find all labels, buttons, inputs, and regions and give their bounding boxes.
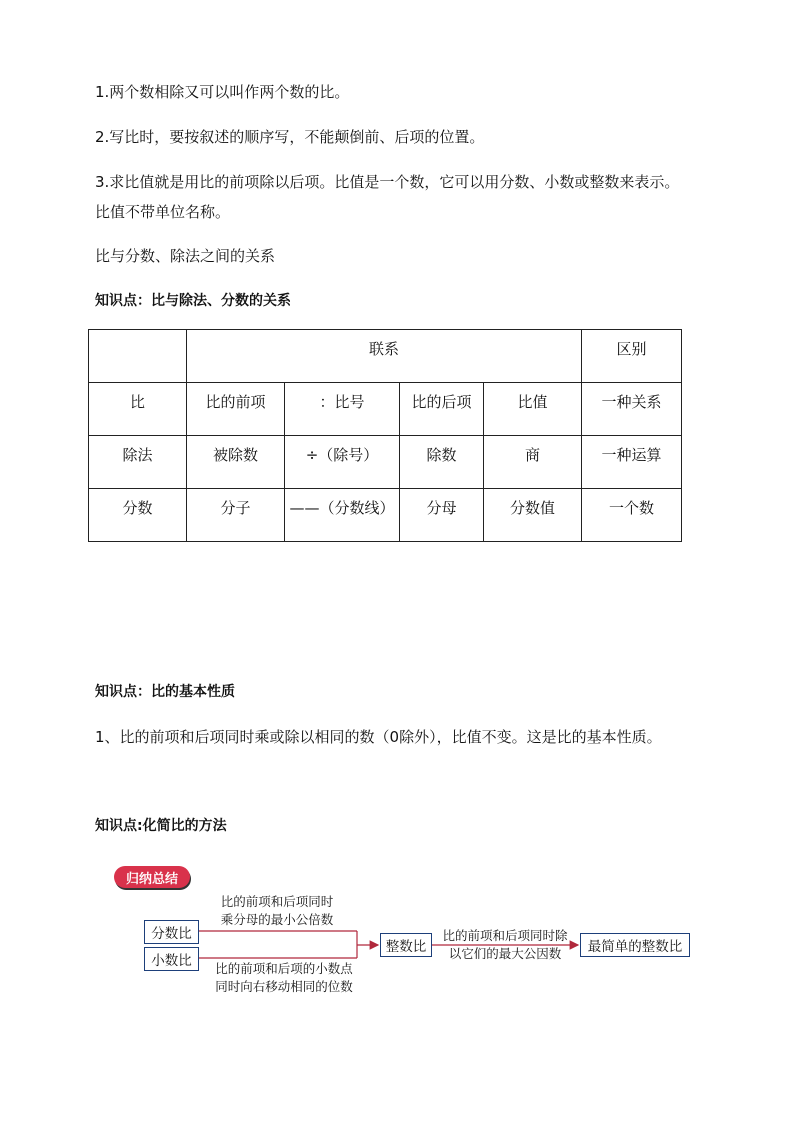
section-heading-basic-property: 知识点：比的基本性质 (95, 684, 235, 700)
basic-property-text: 1、比的前项和后项同时乘或除以相同的数（0除外），比值不变。这是比的基本性质。 (95, 728, 662, 746)
paragraph-4: 比与分数、除法之间的关系 (95, 247, 276, 265)
table-cell: 一个数 (582, 489, 682, 542)
note-decimal-method (199, 960, 369, 996)
box-decimal-ratio: 小数比 (144, 947, 199, 971)
relation-table (88, 329, 682, 542)
table-cell: 分子 (187, 489, 285, 542)
table-cell: ：比号 (285, 383, 400, 436)
box-integer-ratio: 整数比 (380, 933, 432, 957)
note-decimal-line1: 比的前项和后项的小数点 (215, 961, 353, 976)
note-fraction-method (202, 893, 352, 929)
table-cell: ——（分数线） (285, 489, 400, 542)
note-fraction-line1: 比的前项和后项同时 (220, 894, 334, 909)
box-simplest-ratio: 最简单的整数比 (580, 933, 690, 957)
table-cell: 分数值 (484, 489, 582, 542)
table-header-blank (89, 330, 187, 383)
table-cell: 比 (89, 383, 187, 436)
table-cell: 除数 (400, 436, 484, 489)
note-fraction-line2: 乘分母的最小公倍数 (220, 912, 334, 927)
summary-badge: 归纳总结 (114, 866, 190, 888)
paragraph-2: 2.写比时，要按叙述的顺序写，不能颠倒前、后项的位置。 (95, 128, 485, 146)
table-row (89, 489, 682, 542)
table-cell: 一种关系 (582, 383, 682, 436)
table-cell: 除法 (89, 436, 187, 489)
table-header-lianxi: 联系 (187, 330, 582, 383)
table-header-row (89, 330, 682, 383)
note-gcd-line2: 以它们的最大公因数 (448, 946, 562, 961)
box-fraction-ratio: 分数比 (144, 920, 199, 944)
paragraph-3b: 比值不带单位名称。 (95, 203, 231, 221)
table-cell: 比的前项 (187, 383, 285, 436)
table-cell: 一种运算 (582, 436, 682, 489)
table-cell: 商 (484, 436, 582, 489)
table-cell: 比值 (484, 383, 582, 436)
note-gcd-line1: 比的前项和后项同时除 (442, 928, 568, 943)
paragraph-1: 1.两个数相除又可以叫作两个数的比。 (95, 83, 350, 101)
note-gcd-method (432, 927, 578, 963)
table-row (89, 436, 682, 489)
table-row (89, 383, 682, 436)
table-cell: 被除数 (187, 436, 285, 489)
paragraph-3a: 3.求比值就是用比的前项除以后项。比值是一个数，它可以用分数、小数或整数来表示。 (95, 173, 680, 191)
table-cell: 比的后项 (400, 383, 484, 436)
table-cell: ÷（除号） (285, 436, 400, 489)
table-cell: 分母 (400, 489, 484, 542)
section-heading-relation: 知识点：比与除法、分数的关系 (95, 293, 291, 309)
section-heading-simplify: 知识点:化简比的方法 (95, 818, 227, 834)
table-header-qubie: 区别 (582, 330, 682, 383)
table-cell: 分数 (89, 489, 187, 542)
note-decimal-line2: 同时向右移动相同的位数 (215, 979, 353, 994)
